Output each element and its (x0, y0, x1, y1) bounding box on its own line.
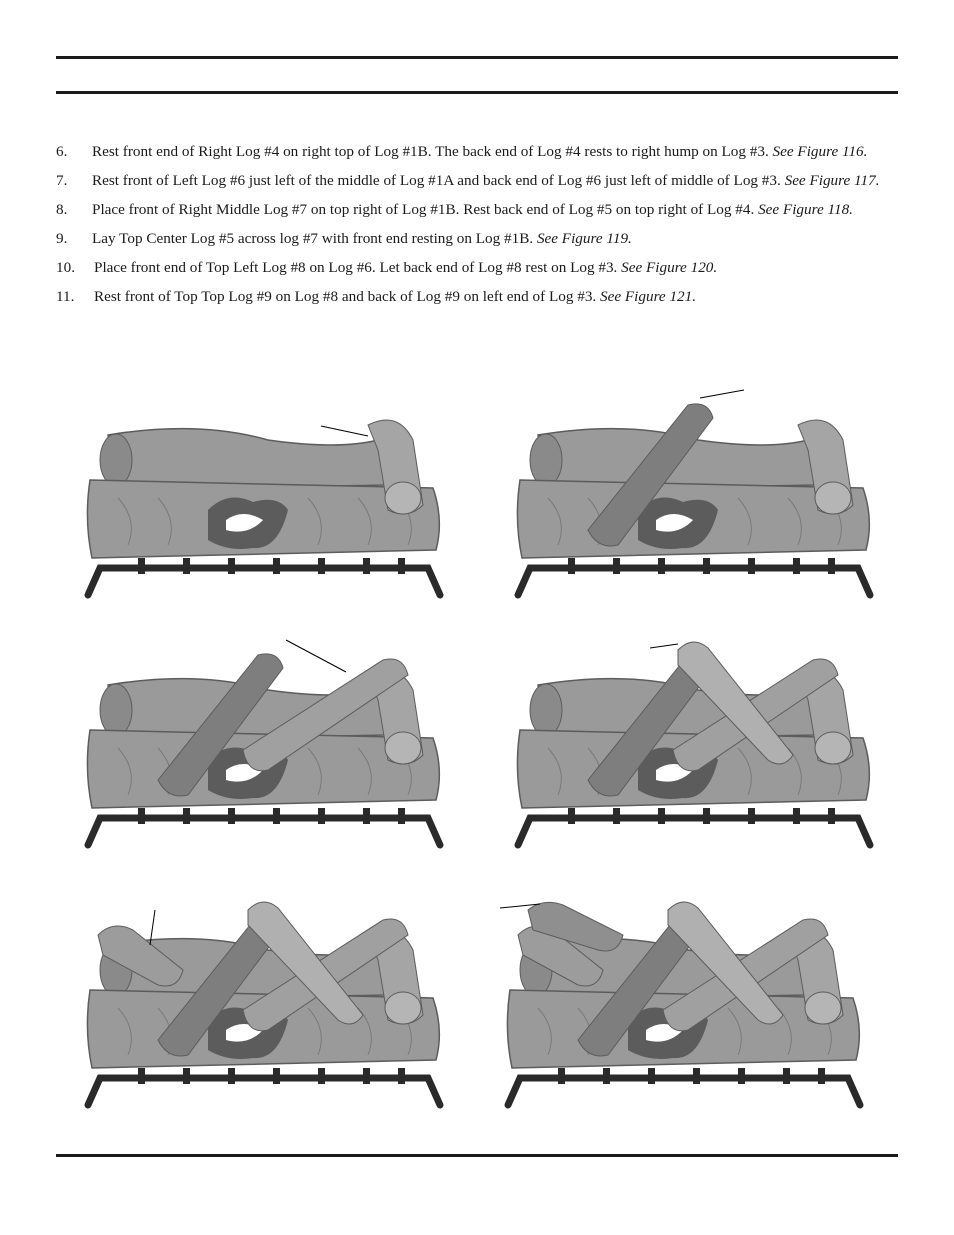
step-number: 6. (56, 143, 68, 160)
grate-icon (508, 1068, 860, 1105)
step-number: 11. (56, 288, 75, 305)
grate-icon (88, 808, 440, 845)
step-text: Rest front end of Right Log #4 on right top of Log #1B. The back end of Log #4 rests to right hump on Log #3. (92, 143, 769, 160)
step-8 (56, 200, 898, 220)
figure-116-log-set (78, 380, 448, 605)
figure-120-log-set (78, 890, 448, 1115)
figure-reference: See Figure 116. (772, 143, 868, 160)
figure-reference: See Figure 119. (536, 230, 632, 247)
grate-icon (518, 808, 870, 845)
step-number: 10. (56, 259, 75, 276)
figure-117-log-set (508, 380, 878, 605)
log-set-illustration (508, 380, 878, 605)
figure-reference: See Figure 121. (600, 288, 697, 305)
figure-reference: See Figure 120. (621, 259, 718, 276)
figure-121-log-set (498, 890, 868, 1115)
step-10 (56, 258, 898, 278)
step-number: 8. (56, 201, 68, 218)
log-set-illustration (508, 630, 878, 855)
figure-reference: See Figure 118. (758, 201, 853, 218)
step-text: Lay Top Center Log #5 across log #7 with front end resting on Log #1B. (92, 230, 534, 247)
step-text: Place front end of Top Left Log #8 on Log #6. Let back end of Log #8 rest on Log #3. (94, 259, 618, 276)
step-number: 7. (56, 172, 68, 189)
step-7 (56, 171, 898, 191)
grate-icon (88, 1068, 440, 1105)
step-11 (56, 287, 898, 307)
header-rule-bottom (56, 91, 898, 94)
step-number: 9. (56, 230, 68, 247)
grate-icon (518, 558, 870, 595)
log-set-illustration (78, 890, 448, 1115)
step-text: Rest front of Top Top Log #9 on Log #8 and back of Log #9 on left end of Log #3. (94, 288, 597, 305)
figure-119-log-set (508, 630, 878, 855)
step-text: Place front of Right Middle Log #7 on top right of Log #1B. Rest back end of Log #5 on top right of Log #4. (92, 201, 755, 218)
log-set-illustration (78, 380, 448, 605)
figure-118-log-set (78, 630, 448, 855)
grate-icon (88, 558, 440, 595)
log-set-illustration (78, 630, 448, 855)
step-6 (56, 142, 898, 162)
step-9 (56, 229, 898, 249)
log-set-illustration (498, 890, 868, 1115)
footer-rule (56, 1154, 898, 1157)
step-text: Rest front of Left Log #6 just left of the middle of Log #1A and back end of Log #6 just left of middle of Log #3. (92, 172, 781, 189)
figure-reference: See Figure 117. (784, 172, 880, 189)
instruction-steps (56, 142, 898, 316)
header-rule-top (56, 56, 898, 59)
